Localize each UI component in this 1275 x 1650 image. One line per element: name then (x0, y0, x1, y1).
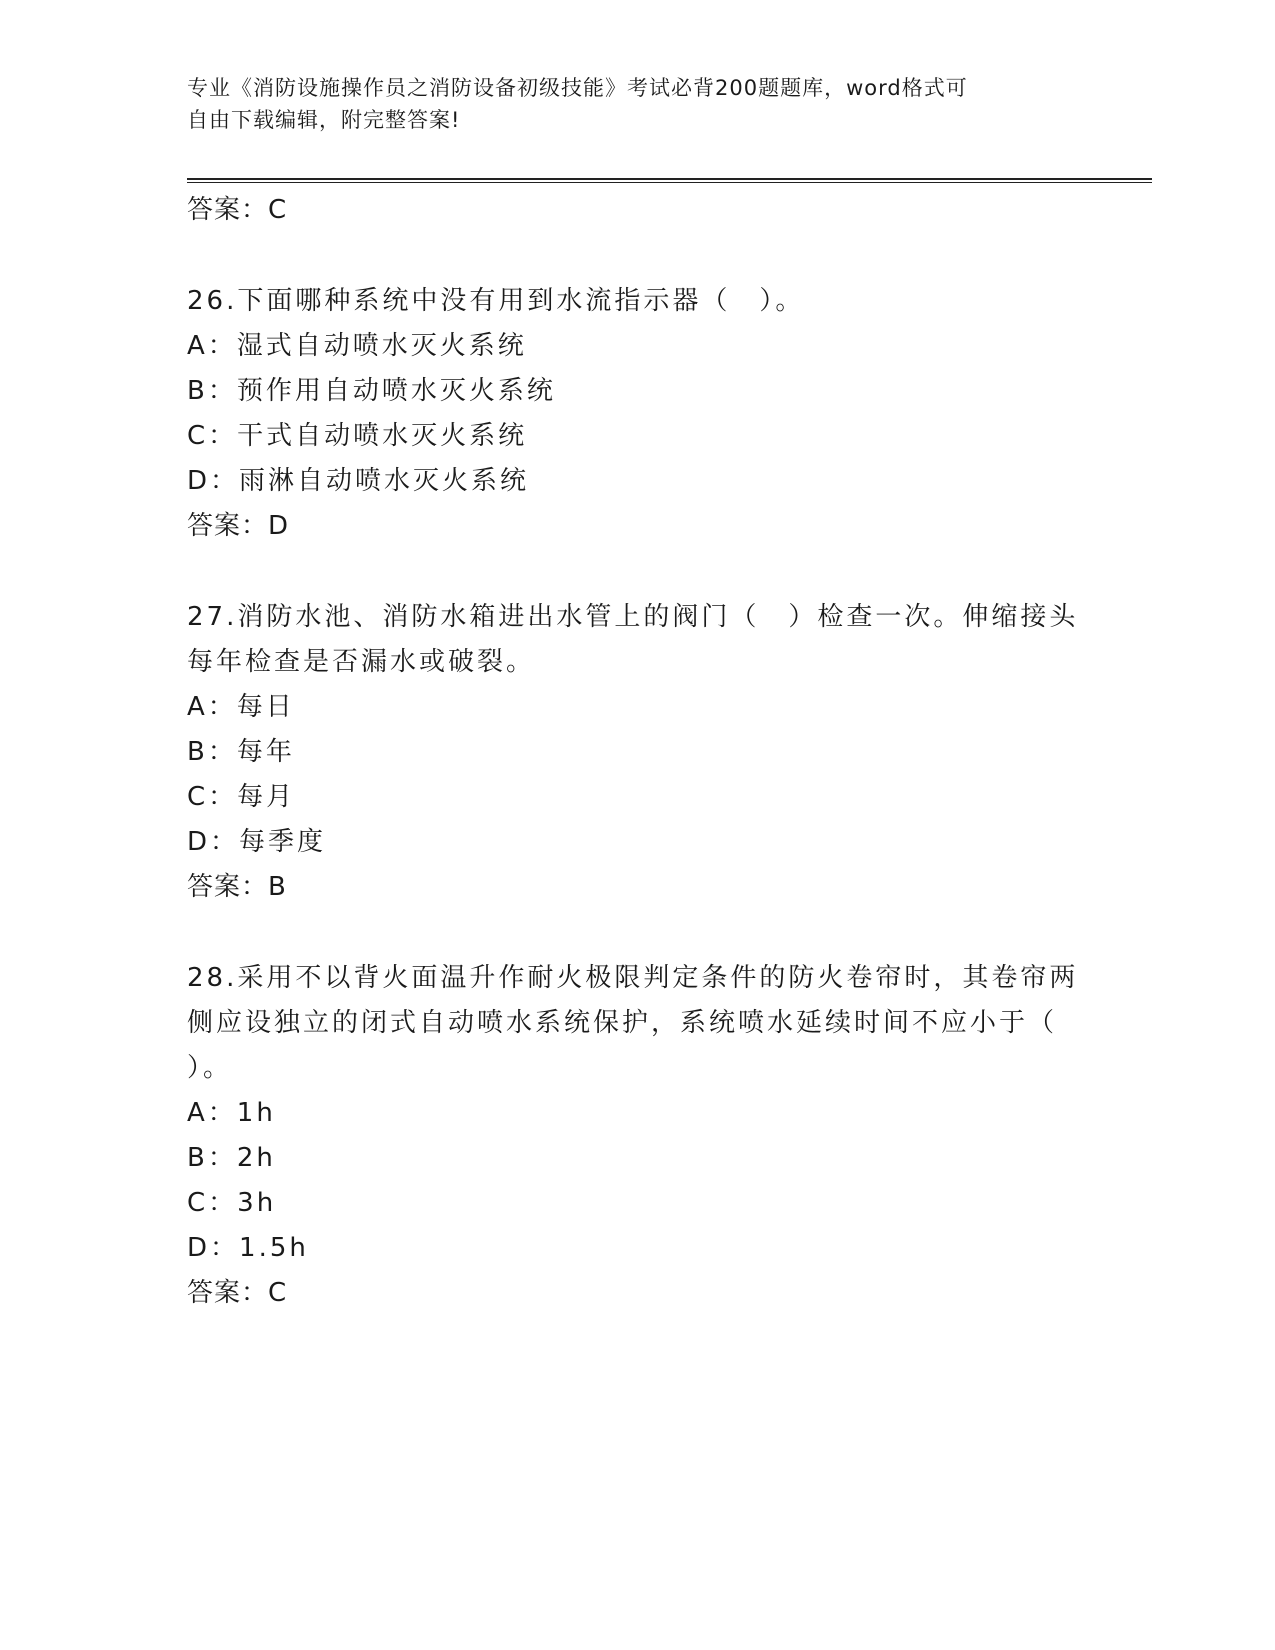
question-list (187, 188, 1087, 1316)
option-c: C：3h (187, 1188, 277, 1218)
answer-label: 答案：C (187, 195, 288, 225)
header-line-2: 自由下载编辑，附完整答案! (187, 108, 461, 132)
question-text-line-1: 27.消防水池、消防水箱进出水管上的阀门（ ）检查一次。伸缩接头 (187, 602, 1079, 632)
header-divider (187, 178, 1152, 183)
option-c: C：每月 (187, 782, 296, 812)
document-header (187, 72, 1067, 136)
question-text-line-2: 每年检查是否漏水或破裂。 (187, 647, 536, 677)
answer-label: 答案：C (187, 1278, 288, 1308)
question-text-line-3: ）。 (187, 1053, 233, 1083)
question-block (187, 279, 1087, 549)
header-line-1: 专业《消防设施操作员之消防设备初级技能》考试必背200题题库，word格式可 (187, 76, 968, 100)
question-text: 26.下面哪种系统中没有用到水流指示器（ ）。 (187, 286, 805, 316)
option-d: D：1.5h (187, 1233, 309, 1263)
question-block (187, 595, 1087, 910)
option-d: D：雨淋自动喷水灭火系统 (187, 466, 530, 496)
option-c: C：干式自动喷水灭火系统 (187, 421, 528, 451)
option-b: B：2h (187, 1143, 276, 1173)
option-a: A：每日 (187, 692, 295, 722)
answer-label: 答案：B (187, 872, 287, 902)
question-text-line-1: 28.采用不以背火面温升作耐火极限判定条件的防火卷帘时，其卷帘两 (187, 963, 1079, 993)
question-text-line-2: 侧应设独立的闭式自动喷水系统保护，系统喷水延续时间不应小于（ (187, 1008, 1058, 1038)
option-d: D：每季度 (187, 827, 327, 857)
option-a: A：湿式自动喷水灭火系统 (187, 331, 527, 361)
answer-label: 答案：D (187, 511, 290, 541)
option-a: A：1h (187, 1098, 276, 1128)
option-b: B：预作用自动喷水灭火系统 (187, 376, 556, 406)
question-block (187, 956, 1087, 1316)
option-b: B：每年 (187, 737, 295, 767)
